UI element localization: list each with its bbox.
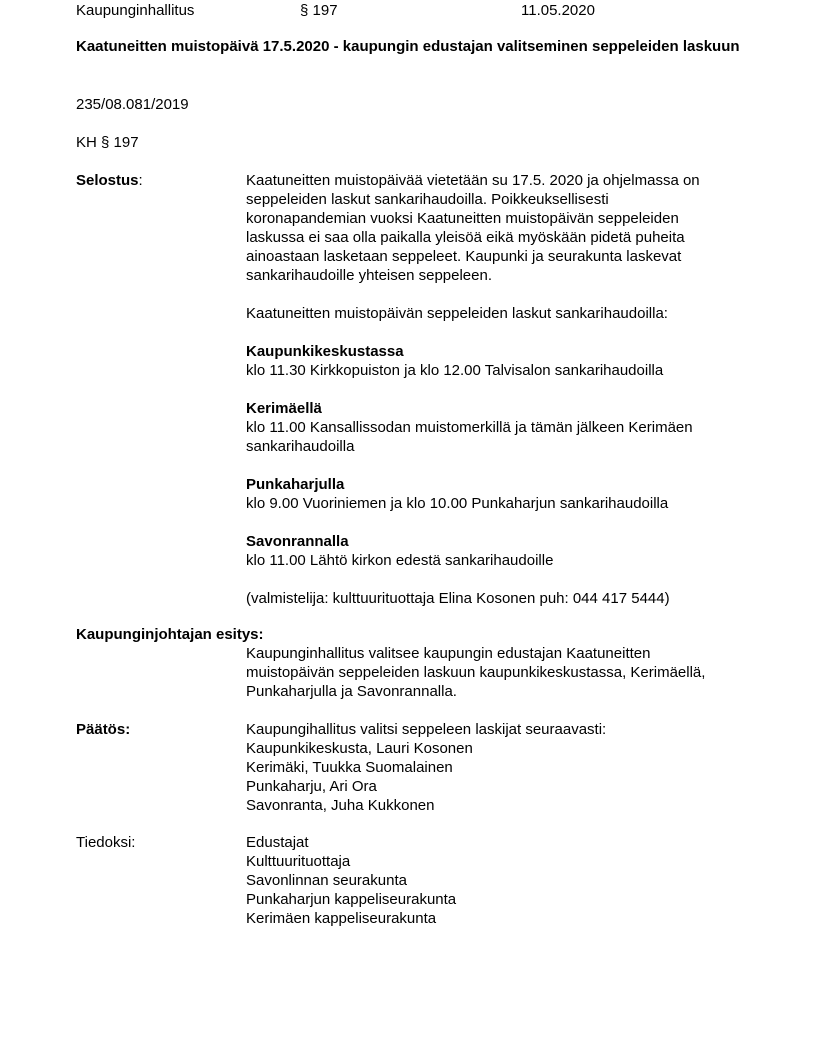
decision-content bbox=[246, 720, 606, 815]
list-intro: Kaatuneitten muistopäivän seppeleiden laskut sankarihaudoilla: bbox=[246, 305, 668, 322]
location-line: sankarihaudoilla bbox=[246, 438, 355, 455]
selostus-label: Selostus bbox=[76, 172, 139, 189]
header-section-number: § 197 bbox=[300, 2, 338, 19]
notice-recipient: Kerimäen kappeliseurakunta bbox=[246, 910, 437, 927]
decision-line: Kerimäki, Tuukka Suomalainen bbox=[246, 759, 453, 776]
location-heading: Kerimäellä bbox=[246, 400, 322, 417]
location-line: klo 11.30 Kirkkopuiston ja klo 12.00 Talvisalon sankarihaudoilla bbox=[246, 362, 664, 379]
selostus-intro-line: seppeleiden laskut sankarihaudoilla. Poikkeuksellisesti bbox=[246, 191, 609, 208]
notice-content bbox=[246, 833, 456, 928]
proposal-label: Kaupunginjohtajan esitys: bbox=[76, 626, 264, 643]
spacer bbox=[246, 285, 700, 304]
selostus-intro-line: koronapandemian vuoksi Kaatuneitten muistopäivän seppeleiden bbox=[246, 210, 679, 227]
location-heading: Savonrannalla bbox=[246, 533, 349, 550]
selostus-intro-line: sankarihaudoille yhteisen seppeleen. bbox=[246, 267, 493, 284]
location-heading: Kaupunkikeskustassa bbox=[246, 343, 404, 360]
selostus-intro-line: laskussa ei saa olla paikalla yleisöä eikä myöskään pidetä puheita bbox=[246, 229, 685, 246]
header-body-name: Kaupunginhallitus bbox=[76, 2, 195, 19]
spacer bbox=[246, 513, 700, 532]
location-line: klo 11.00 Kansallissodan muistomerkillä ja tämän jälkeen Kerimäen bbox=[246, 419, 693, 436]
reference-number: 235/08.081/2019 bbox=[76, 96, 189, 113]
notice-recipient: Punkaharjun kappeliseurakunta bbox=[246, 891, 457, 908]
spacer bbox=[246, 570, 700, 589]
document-title: Kaatuneitten muistopäivä 17.5.2020 - kaupungin edustajan valitseminen seppeleiden laskuun bbox=[76, 38, 740, 55]
decision-line: Kaupunkikeskusta, Lauri Kosonen bbox=[246, 740, 473, 757]
kh-section: KH § 197 bbox=[76, 134, 139, 151]
spacer bbox=[246, 323, 700, 342]
location-line: klo 11.00 Lähtö kirkon edestä sankarihaudoille bbox=[246, 552, 554, 569]
proposal-line: muistopäivän seppeleiden laskuun kaupunkikeskustassa, Kerimäellä, bbox=[246, 664, 706, 681]
location-heading: Punkaharjulla bbox=[246, 476, 345, 493]
location-line: klo 9.00 Vuoriniemen ja klo 10.00 Punkaharjun sankarihaudoilla bbox=[246, 495, 669, 512]
selostus-content bbox=[246, 171, 700, 608]
proposal-line: Punkaharjulla ja Savonrannalla. bbox=[246, 683, 457, 700]
notice-recipient: Kulttuurituottaja bbox=[246, 853, 351, 870]
preparer-info: (valmistelija: kulttuurituottaja Elina Kosonen puh: 044 417 5444) bbox=[246, 590, 670, 607]
decision-line: Savonranta, Juha Kukkonen bbox=[246, 797, 435, 814]
notice-recipient: Edustajat bbox=[246, 834, 309, 851]
decision-line: Punkaharju, Ari Ora bbox=[246, 778, 377, 795]
decision-line: Kaupungihallitus valitsi seppeleen laskijat seuraavasti: bbox=[246, 721, 607, 738]
selostus-intro-line: Kaatuneitten muistopäivää vietetään su 17.5. 2020 ja ohjelmassa on bbox=[246, 172, 700, 189]
spacer bbox=[246, 456, 700, 475]
selostus-label-colon: : bbox=[138, 172, 143, 189]
notice-label: Tiedoksi: bbox=[76, 834, 136, 851]
header-date: 11.05.2020 bbox=[521, 2, 595, 19]
notice-recipient: Savonlinnan seurakunta bbox=[246, 872, 407, 889]
spacer bbox=[246, 380, 700, 399]
selostus-intro-line: ainoastaan lasketaan seppeleet. Kaupunki ja seurakunta laskevat bbox=[246, 248, 682, 265]
proposal-content bbox=[246, 644, 705, 701]
proposal-line: Kaupunginhallitus valitsee kaupungin edustajan Kaatuneitten bbox=[246, 645, 651, 662]
selostus-label-row bbox=[76, 171, 143, 190]
decision-label: Päätös: bbox=[76, 721, 131, 738]
